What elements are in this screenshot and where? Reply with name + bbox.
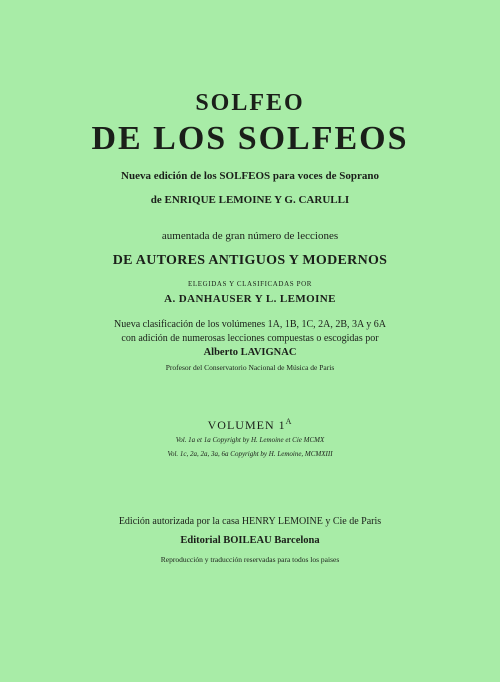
addition-line: con adición de numerosas lecciones compuestas o escogidas por — [121, 333, 379, 344]
compiler-name: Alberto LAVIGNAC — [203, 347, 297, 358]
rights-line: Reproducción y traducción reservadas para todos los paises — [160, 555, 340, 564]
edition-line: Nueva edición de los SOLFEOS para voces de Soprano — [121, 170, 379, 182]
augmented-line: aumentada de gran número de lecciones — [161, 230, 339, 242]
volume-heading — [0, 418, 500, 433]
selected-by-line: ELEGIDAS Y CLASIFICADAS POR — [188, 280, 312, 288]
copyright-line-2: Vol. 1c, 2a, 2a, 3a, 6a Copyright by H. Lemoine, MCMXIII — [167, 450, 333, 458]
compiler-role: Profesor del Conservatorio Nacional de Música de Paris — [165, 363, 335, 372]
volume-label: VOLUMEN 1 — [207, 418, 286, 432]
publisher-line: Editorial BOILEAU Barcelona — [180, 535, 320, 546]
copyright-line-1: Vol. 1a et 1a Copyright by H. Lemoine et Cie MCMX — [175, 436, 325, 444]
classification-line: Nueva clasificación de los volúmenes 1A, 1B, 1C, 2A, 2B, 3A y 6A — [114, 319, 386, 330]
authorized-edition-line: Edición autorizada por la casa HENRY LEMOINE y Cie de Paris — [118, 516, 382, 527]
selectors-line: A. DANHAUSER Y L. LEMOINE — [164, 293, 336, 305]
volume-suffix: A — [285, 417, 293, 426]
authors-line: de ENRIQUE LEMOINE Y G. CARULLI — [150, 194, 350, 206]
ancient-authors-line: DE AUTORES ANTIGUOS Y MODERNOS — [112, 253, 388, 268]
title-line-1: SOLFEO — [195, 90, 305, 116]
title-line-2: DE LOS SOLFEOS — [91, 120, 409, 157]
